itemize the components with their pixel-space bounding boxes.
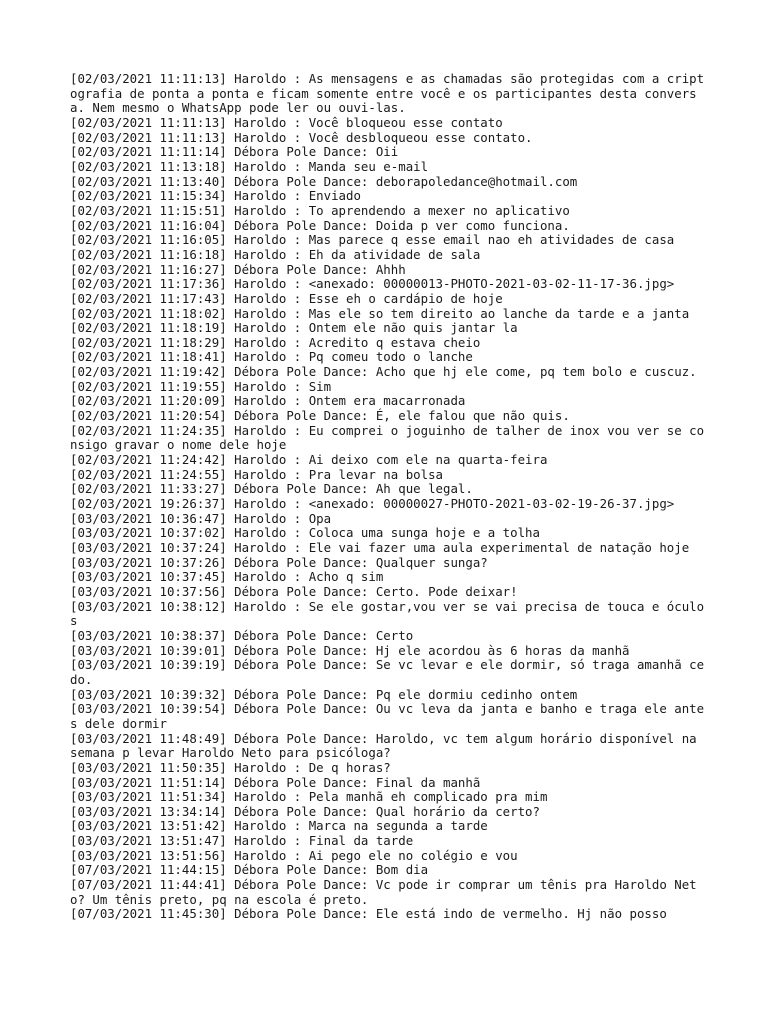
chat-line: [02/03/2021 11:16:05] Haroldo : Mas parece q esse email nao eh atividades de casa [70,232,675,248]
chat-line: [02/03/2021 11:15:51] Haroldo : To aprendendo a mexer no aplicativo [70,202,570,218]
chat-line: [02/03/2021 11:16:27] Débora Pole Dance: Ahhh [70,261,406,277]
chat-line: [03/03/2021 13:51:56] Haroldo : Ai pego ele no colégio e vou [70,847,518,863]
chat-line: [02/03/2021 11:16:04] Débora Pole Dance: Doida p ver como funciona. [70,217,570,233]
chat-line: [02/03/2021 11:17:43] Haroldo : Esse eh o cardápio de hoje [70,290,503,306]
chat-line: [03/03/2021 13:51:42] Haroldo : Marca na segunda a tarde [70,818,488,834]
chat-line: [02/03/2021 11:19:42] Débora Pole Dance: Acho que hj ele come, pq tem bolo e cuscuz. [70,364,697,380]
chat-line: [03/03/2021 11:48:49] Débora Pole Dance: Haroldo, vc tem algum horário disponível na semana p levar Haroldo Neto para psicóloga? [70,730,705,761]
chat-line: [03/03/2021 10:37:56] Débora Pole Dance: Certo. Pode deixar! [70,583,518,599]
chat-line: [02/03/2021 11:33:27] Débora Pole Dance: Ah que legal. [70,481,473,497]
chat-line: [07/03/2021 11:44:15] Débora Pole Dance: Bom dia [70,862,429,878]
chat-line: [03/03/2021 10:37:02] Haroldo : Coloca uma sunga hoje e a tolha [70,525,540,541]
chat-line: [03/03/2021 10:39:54] Débora Pole Dance: Ou vc leva da janta e banho e traga ele antes dele dormir [70,701,705,731]
chat-line: [02/03/2021 11:18:41] Haroldo : Pq comeu todo o lanche [70,349,473,365]
chat-line: [02/03/2021 11:24:35] Haroldo : Eu comprei o joguinho de talher de inox vou ver se consigo gravar o nome dele hoje [70,422,705,453]
chat-line: [03/03/2021 13:51:47] Haroldo : Final da tarde [70,833,414,849]
chat-line: [02/03/2021 11:16:18] Haroldo : Eh da atividade de sala [70,246,481,262]
chat-transcript [70,72,710,922]
chat-line: [02/03/2021 11:11:14] Débora Pole Dance: Oii [70,144,399,160]
chat-line: [02/03/2021 11:11:13] Haroldo : As mensagens e as chamadas são protegidas com a criptografia de ponta a ponta e ficam somente entre você e os participantes desta conversa. Nem mesmo o WhatsApp pode ler ou ouvi-las. [70,71,705,116]
chat-line: [03/03/2021 10:39:01] Débora Pole Dance: Hj ele acordou às 6 horas da manhã [70,642,630,658]
chat-line: [07/03/2021 11:45:30] Débora Pole Dance: Ele está indo de vermelho. Hj não posso [70,906,667,922]
chat-line: [02/03/2021 11:11:13] Haroldo : Você desbloqueou esse contato. [70,129,533,145]
chat-line: [03/03/2021 11:50:35] Haroldo : De q horas? [70,759,391,775]
chat-line: [02/03/2021 11:20:09] Haroldo : Ontem era macarronada [70,393,466,409]
chat-line: [02/03/2021 19:26:37] Haroldo : <anexado: 00000027-PHOTO-2021-03-02-19-26-37.jpg> [70,496,675,512]
chat-line: [03/03/2021 10:36:47] Haroldo : Opa [70,510,332,526]
chat-line: [02/03/2021 11:15:34] Haroldo : Enviado [70,188,361,204]
chat-line: [07/03/2021 11:44:41] Débora Pole Dance: Vc pode ir comprar um tênis pra Haroldo Neto? Um tênis preto, pq na escola é preto. [70,877,697,907]
chat-line: [02/03/2021 11:20:54] Débora Pole Dance: É, ele falou que não quis. [70,408,570,424]
chat-line: [02/03/2021 11:24:55] Haroldo : Pra levar na bolsa [70,466,443,482]
chat-line: [02/03/2021 11:13:40] Débora Pole Dance: deborapoledance@hotmail.com [70,173,578,189]
chat-line: [03/03/2021 11:51:34] Haroldo : Pela manhã eh complicado pra mim [70,789,548,805]
chat-line: [03/03/2021 10:37:45] Haroldo : Acho q sim [70,569,384,585]
chat-line: [02/03/2021 11:18:02] Haroldo : Mas ele so tem direito ao lanche da tarde e a janta [70,305,690,321]
chat-line: [02/03/2021 11:19:55] Haroldo : Sim [70,378,332,394]
chat-line: [02/03/2021 11:18:19] Haroldo : Ontem ele não quis jantar la [70,320,518,336]
chat-line: [02/03/2021 11:18:29] Haroldo : Acredito q estava cheio [70,334,481,350]
chat-line: [03/03/2021 10:38:37] Débora Pole Dance: Certo [70,627,414,643]
chat-line: [02/03/2021 11:17:36] Haroldo : <anexado: 00000013-PHOTO-2021-03-02-11-17-36.jpg> [70,276,675,292]
chat-line: [03/03/2021 10:39:32] Débora Pole Dance: Pq ele dormiu cedinho ontem [70,686,578,702]
chat-line: [03/03/2021 13:34:14] Débora Pole Dance: Qual horário da certo? [70,803,540,819]
chat-line: [03/03/2021 10:39:19] Débora Pole Dance: Se vc levar e ele dormir, só traga amanhã cedo. [70,657,705,687]
chat-line: [02/03/2021 11:11:13] Haroldo : Você bloqueou esse contato [70,114,503,130]
chat-line: [02/03/2021 11:13:18] Haroldo : Manda seu e-mail [70,158,429,174]
chat-line: [03/03/2021 10:37:26] Débora Pole Dance: Qualquer sunga? [70,554,488,570]
chat-line: [02/03/2021 11:24:42] Haroldo : Ai deixo com ele na quarta-feira [70,452,548,468]
chat-line: [03/03/2021 11:51:14] Débora Pole Dance: Final da manhã [70,774,481,790]
chat-line: [03/03/2021 10:38:12] Haroldo : Se ele gostar,vou ver se vai precisa de touca e óculos [70,598,705,629]
chat-line: [03/03/2021 10:37:24] Haroldo : Ele vai fazer uma aula experimental de natação hoje [70,540,690,555]
